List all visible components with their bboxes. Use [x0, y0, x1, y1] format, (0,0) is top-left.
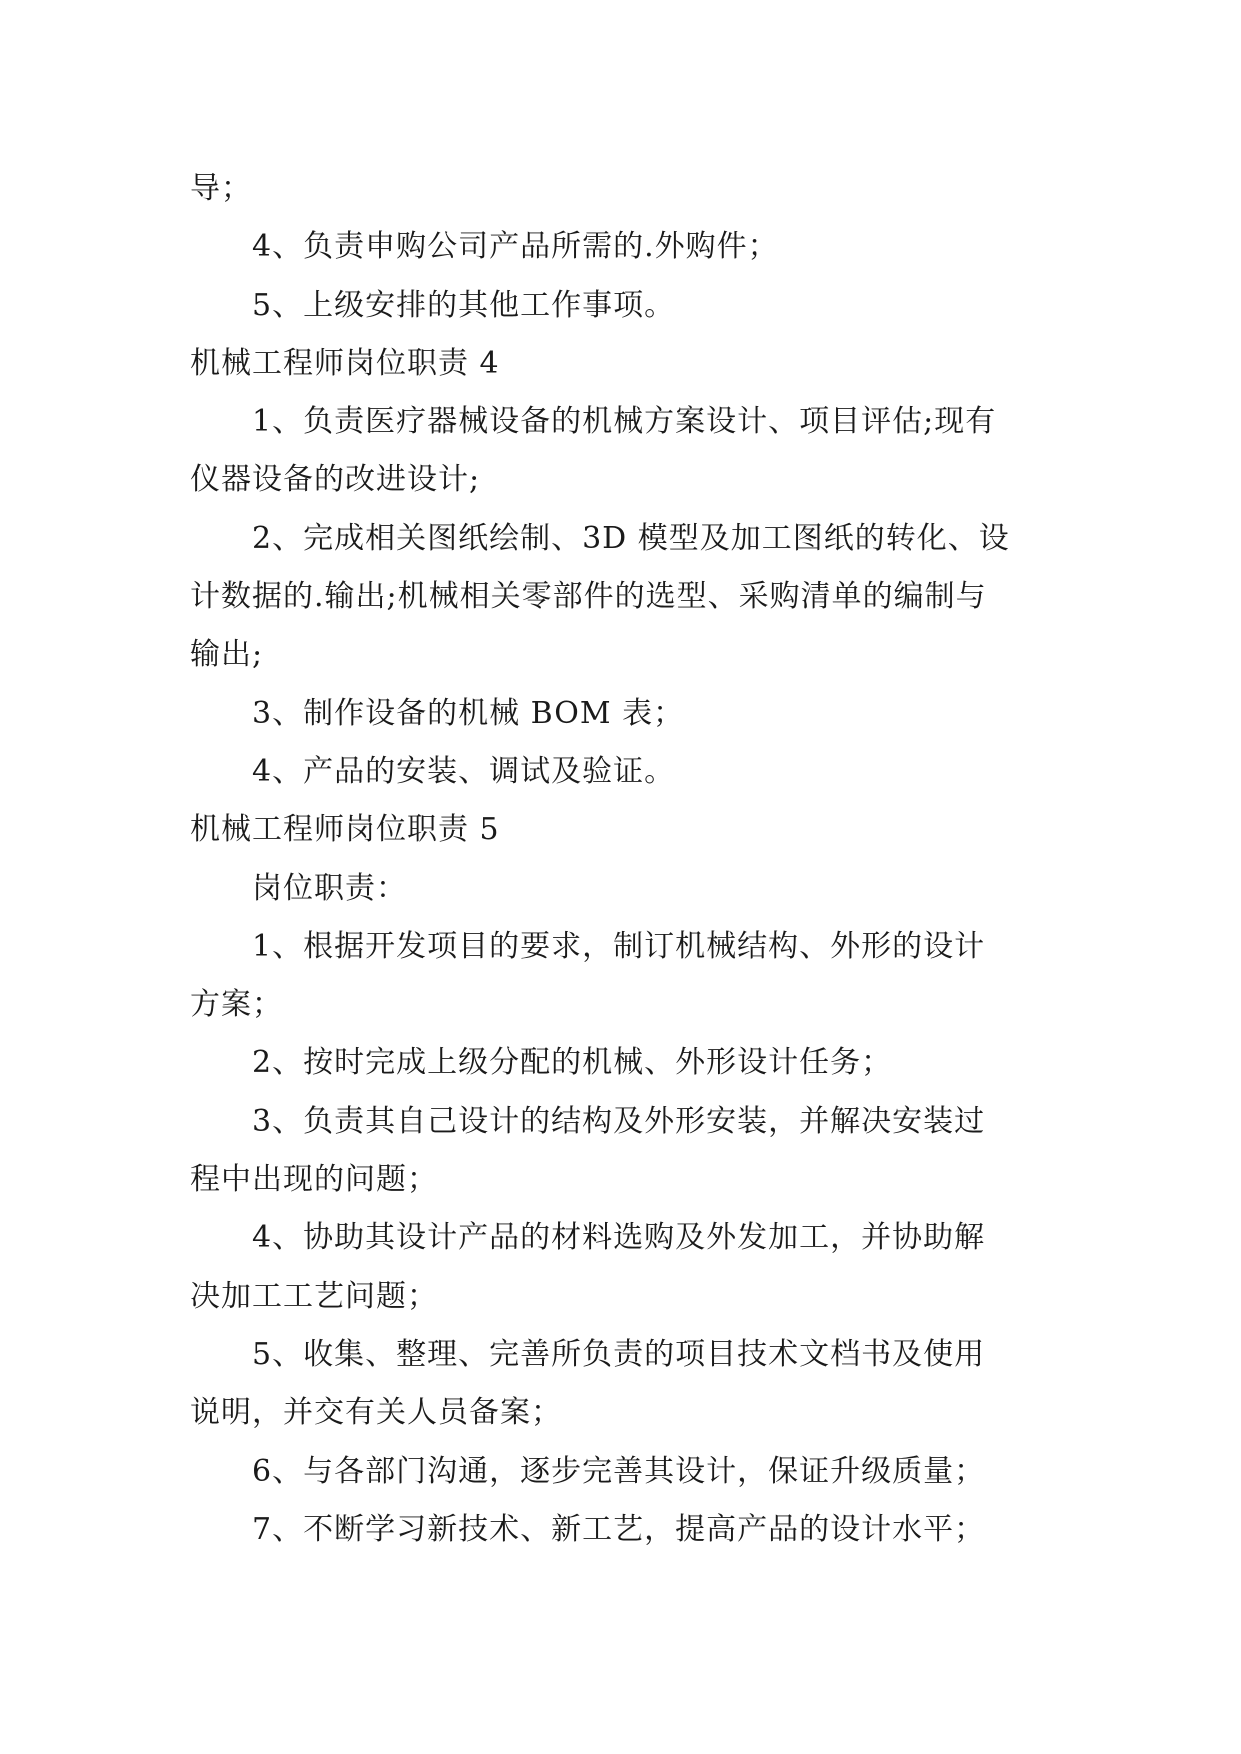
text-line: 决加工工艺问题；	[190, 1278, 438, 1314]
text-line: 方案；	[190, 987, 283, 1023]
list-item: 2、完成相关图纸绘制、3D 模型及加工图纸的转化、设	[252, 520, 1010, 556]
section-heading: 机械工程师岗位职责 4	[190, 345, 500, 381]
text-line: 程中出现的问题；	[190, 1162, 438, 1198]
text-line: 导；	[190, 171, 252, 206]
list-item: 4、协助其设计产品的材料选购及外发加工，并协助解	[252, 1220, 986, 1256]
document-body	[190, 160, 1052, 1559]
list-item: 4、产品的安装、调试及验证。	[252, 753, 676, 789]
list-item: 3、制作设备的机械 BOM 表；	[252, 695, 685, 731]
list-item: 3、负责其自己设计的结构及外形安装，并解决安装过	[252, 1103, 986, 1139]
text-line: 输出;	[190, 637, 264, 673]
list-item: 5、收集、整理、完善所负责的项目技术文档书及使用	[252, 1336, 986, 1372]
list-item: 7、不断学习新技术、新工艺，提高产品的设计水平；	[252, 1511, 986, 1547]
text-line: 说明，并交有关人员备案；	[190, 1395, 562, 1431]
subheading: 岗位职责：	[252, 870, 407, 906]
list-item: 5、上级安排的其他工作事项。	[252, 287, 676, 323]
text-line: 计数据的.输出;机械相关零部件的选型、采购清单的编制与	[190, 579, 987, 615]
list-item: 2、按时完成上级分配的机械、外形设计任务；	[252, 1045, 893, 1081]
section-heading: 机械工程师岗位职责 5	[190, 812, 500, 848]
list-item: 4、负责申购公司产品所需的.外购件；	[252, 229, 779, 265]
list-item: 1、负责医疗器械设备的机械方案设计、项目评估;现有	[252, 404, 997, 440]
text-line: 仪器设备的改进设计;	[190, 462, 481, 498]
list-item: 6、与各部门沟通，逐步完善其设计，保证升级质量；	[252, 1453, 986, 1489]
list-item: 1、根据开发项目的要求，制订机械结构、外形的设计	[252, 928, 986, 964]
